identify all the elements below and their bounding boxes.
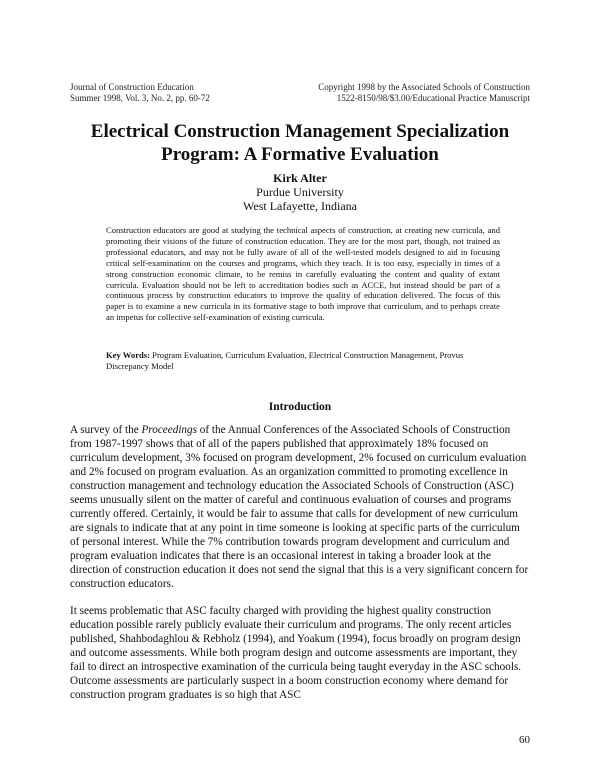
- para1-italic-proceedings: Proceedings: [141, 424, 197, 436]
- keywords: [106, 350, 500, 372]
- para1-rest: of the Annual Conferences of the Associated Schools of Construction from 1987-1997 shows that of all of the papers published that approximately 18% focused on curriculum development, 3% focused on program development, 2% focused on curriculum evaluation and 2% focused on program evaluation. As an organization committed to promoting excellence in construction management and technology education the Associated Schools of Construction (ASC) seems unusually silent on the matter of careful and continuous evaluation of courses and programs currently offered. Certainly, it would be fair to assume that calls for development of new curriculum are signals to indicate that at any point in time someone is looking at specific parts of the curriculum of personal interest. While the 7% contribution towards program development and curriculum and program evaluation indicates that there is an occasional interest in taking a broader look at the direction of construction education it does not send the signal that this is a very significant concern for construction educators.: [70, 424, 529, 590]
- keywords-text: Program Evaluation, Curriculum Evaluation, Electrical Construction Management, Provus Discrepancy Model: [106, 350, 464, 371]
- issn-line: 1522-8150/98/$3.00/Educational Practice Manuscript: [336, 93, 530, 103]
- journal-citation: [70, 82, 210, 104]
- author-location: West Lafayette, Indiana: [243, 199, 357, 213]
- author-block: [70, 171, 530, 213]
- para1-start: A survey of the: [70, 424, 142, 436]
- page-number: 60: [519, 734, 530, 746]
- introduction-paragraph-2: It seems problematic that ASC faculty charged with providing the highest quality construction education possible rarely publicly evaluate their curriculum and programs. The only recent articles published, Shahbodaghlou & Rebholz (1994), and Yoakum (1994), focus broadly on program design and outcome assessments. While both program design and outcome assessments are important, they fail to direct an introspective examination of the curricula being taught everyday in the ASC schools. Outcome assessments are particularly suspect in a boom construction economy where demand for construction program graduates is so high that ASC: [70, 605, 522, 701]
- keywords-label: Key Words:: [106, 350, 151, 360]
- journal-volume-info: Summer 1998, Vol. 3, No. 2, pp. 60-72: [70, 93, 210, 103]
- title-line-2: Program: A Formative Evaluation: [161, 144, 439, 165]
- title-line-1: Electrical Construction Management Specialization: [90, 121, 510, 142]
- abstract: Construction educators are good at studying the technical aspects of construction, at creating new curricula, and promoting their visions of the future of construction education. They are for the most part, though, not trained as professional educators, and may not be fully aware of all of the well-tested models designed to aid in focusing critical self-examination on the courses and programs, which they teach. It is too easy, especially in times of a strong construction economic climate, to be remiss in carefully evaluating the content and quality of extant curricula. Evaluation should not be left to accreditation bodies such as ACCE, but instead should be part of a continuous process by construction educators to improve the quality of education delivered. The focus of this paper is to examine a new curricula in its formative stage to both improve that curriculum, and to perhaps create an impetus for collective self-examination of existing curricula.: [106, 225, 500, 323]
- section-heading-introduction: Introduction: [268, 401, 332, 413]
- introduction-paragraph-1: [70, 423, 530, 591]
- journal-name: Journal of Construction Education: [70, 82, 194, 92]
- author-name: Kirk Alter: [273, 171, 327, 185]
- article-title: [70, 120, 530, 166]
- copyright-notice: [318, 82, 530, 104]
- author-affiliation: Purdue University: [256, 185, 344, 199]
- copyright-line: Copyright 1998 by the Associated Schools of Construction: [318, 82, 530, 92]
